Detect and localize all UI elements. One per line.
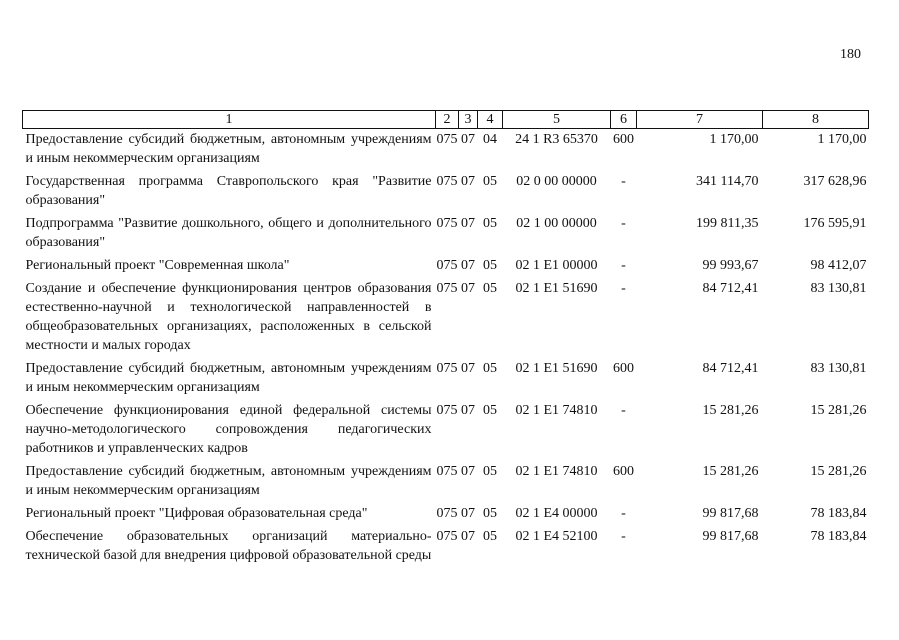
target-article-code: 02 0 00 00000 [516,174,597,189]
expense-type-code: - [621,216,626,231]
subsection-code: 05 [483,216,497,231]
amount-column-8: 78 183,84 [810,506,867,521]
column-header: 5 [503,111,611,129]
amount-column-7: 99 817,68 [702,506,759,521]
table-body [23,129,869,570]
column-header: 4 [478,111,503,129]
amount-column-7: 341 114,70 [696,174,759,189]
amount-column-8: 98 412,07 [810,258,867,273]
ministry-code: 075 [436,464,458,479]
table-row [23,279,869,359]
ministry-code: 075 [436,281,458,296]
target-article-code: 02 1 E1 51690 [515,361,598,376]
ministry-code: 075 [436,174,458,189]
expense-type-code: - [621,403,626,418]
table-header-row [23,111,869,129]
section-code: 07 [461,174,475,189]
expense-type-code: - [621,174,626,189]
expense-type-code: 600 [613,464,634,479]
subsection-code: 05 [483,281,497,296]
column-header: 6 [611,111,637,129]
row-name: Обеспечение функционирования единой федеральной системы научно-методологического сопровождения педагогических работников и управленческих кадров [25,403,432,456]
target-article-code: 02 1 E1 74810 [515,464,598,479]
budget-table [22,110,869,569]
row-name: Предоставление субсидий бюджетным, автономным учреждениям и иным некоммерческим организациям [25,361,432,395]
subsection-code: 05 [483,258,497,273]
amount-column-8: 176 595,91 [803,216,867,231]
row-name: Государственная программа Ставропольского края "Развитие образования" [25,174,432,208]
subsection-code: 05 [483,529,497,544]
row-name: Региональный проект "Современная школа" [25,258,290,273]
column-header: 8 [763,111,869,129]
expense-type-code: - [621,281,626,296]
subsection-code: 05 [483,361,497,376]
target-article-code: 02 1 E1 51690 [515,281,598,296]
target-article-code: 02 1 E1 00000 [515,258,598,273]
target-article-code: 02 1 E4 00000 [515,506,598,521]
section-code: 07 [461,258,475,273]
expense-type-code: - [621,506,626,521]
row-name: Региональный проект "Цифровая образовательная среда" [25,506,368,521]
amount-column-7: 1 170,00 [709,132,759,147]
column-header: 2 [436,111,459,129]
ministry-code: 075 [436,361,458,376]
table-row [23,527,869,569]
section-code: 07 [461,216,475,231]
section-code: 07 [461,506,475,521]
amount-column-8: 317 628,96 [803,174,867,189]
ministry-code: 075 [436,506,458,521]
subsection-code: 04 [483,132,497,147]
target-article-code: 02 1 E1 74810 [515,403,598,418]
amount-column-7: 84 712,41 [702,361,759,376]
table-row [23,214,869,256]
section-code: 07 [461,132,475,147]
row-name: Предоставление субсидий бюджетным, автономным учреждениям и иным некоммерческим организациям [25,132,432,166]
expense-type-code: 600 [613,361,634,376]
ministry-code: 075 [436,132,458,147]
table-row [23,172,869,214]
column-header: 1 [23,111,436,129]
amount-column-8: 15 281,26 [810,403,867,418]
table-row [23,359,869,401]
expense-type-code: 600 [613,132,634,147]
table-row [23,129,869,173]
amount-column-7: 84 712,41 [702,281,759,296]
subsection-code: 05 [483,464,497,479]
subsection-code: 05 [483,403,497,418]
subsection-code: 05 [483,174,497,189]
ministry-code: 075 [436,216,458,231]
amount-column-7: 99 817,68 [702,529,759,544]
ministry-code: 075 [436,529,458,544]
amount-column-8: 83 130,81 [810,281,867,296]
amount-column-8: 1 170,00 [817,132,867,147]
column-header: 3 [459,111,478,129]
row-name: Предоставление субсидий бюджетным, автономным учреждениям и иным некоммерческим организациям [25,464,432,498]
section-code: 07 [461,464,475,479]
amount-column-7: 15 281,26 [702,464,759,479]
row-name: Обеспечение образовательных организаций материально-технической базой для внедрения цифровой образовательной среды [25,529,432,563]
section-code: 07 [461,529,475,544]
row-name: Создание и обеспечение функционирования центров образования естественно-научной и технологической направленностей в общеобразовательных организациях, расположенных в сельской местности и малых городах [25,281,432,353]
section-code: 07 [461,361,475,376]
table-row [23,256,869,279]
section-code: 07 [461,403,475,418]
expense-type-code: - [621,529,626,544]
row-name: Подпрограмма "Развитие дошкольного, общего и дополнительного образования" [25,216,432,250]
subsection-code: 05 [483,506,497,521]
target-article-code: 02 1 00 00000 [516,216,597,231]
ministry-code: 075 [436,403,458,418]
table-row [23,401,869,462]
expense-type-code: - [621,258,626,273]
table-row [23,504,869,527]
section-code: 07 [461,281,475,296]
amount-column-7: 15 281,26 [702,403,759,418]
amount-column-8: 83 130,81 [810,361,867,376]
ministry-code: 075 [436,258,458,273]
target-article-code: 02 1 E4 52100 [515,529,598,544]
amount-column-8: 78 183,84 [810,529,867,544]
page-number: 180 [840,47,861,62]
table-row [23,462,869,504]
amount-column-7: 99 993,67 [702,258,759,273]
target-article-code: 24 1 R3 65370 [515,132,598,147]
amount-column-7: 199 811,35 [696,216,759,231]
amount-column-8: 15 281,26 [810,464,867,479]
column-header: 7 [637,111,763,129]
